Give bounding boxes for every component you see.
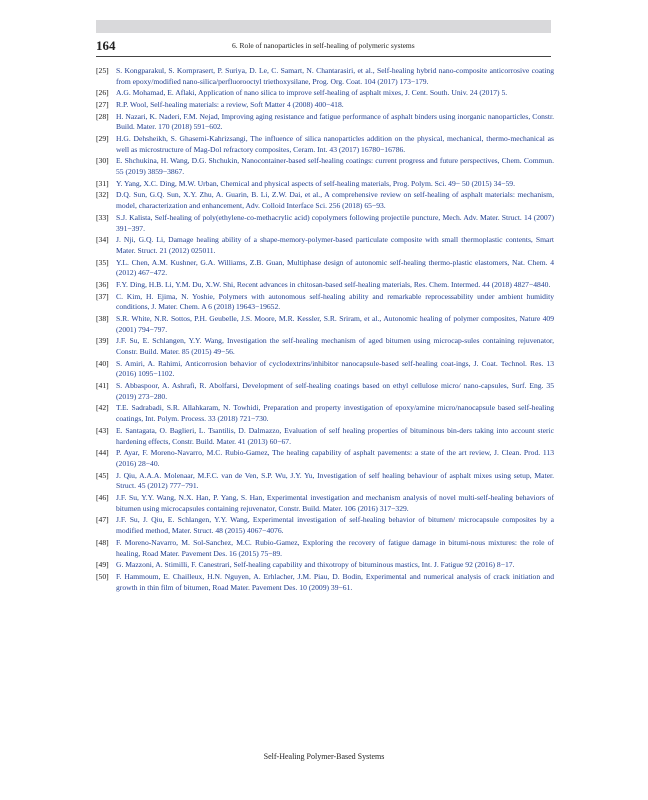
reference-number: [35] <box>96 257 109 267</box>
reference-item[interactable] <box>96 381 554 403</box>
reference-number: [38] <box>96 313 109 323</box>
reference-item[interactable] <box>96 112 554 134</box>
reference-list <box>96 66 554 594</box>
reference-number: [28] <box>96 111 109 121</box>
reference-text-link[interactable]: Y. Yang, X.C. Ding, M.W. Urban, Chemical and physical aspects of self-healing materials, Prog. Polym. Sci. 49− 50 (2015) 34−59. <box>116 178 515 188</box>
reference-number: [39] <box>96 336 109 346</box>
reference-item[interactable] <box>96 88 554 99</box>
reference-text-link[interactable]: S. Abbaspoor, A. Ashrafi, R. Abolfarsi, Development of self-healing coatings based on ethyl cellulose micro/ nano-capsules, Surf. Eng. 35 (2019) 273−280. <box>116 381 554 401</box>
reference-text-link[interactable]: F. Moreno-Navarro, M. Sol-Sanchez, M.C. Rubio-Gamez, Exploring the recovery of fatigue damage in bitumi-nous mixtures: the role of healing, Road Mater. Pavement Des. 16 (2015) 75−89. <box>116 537 554 558</box>
reference-text-link[interactable]: R.P. Wool, Self-healing materials: a review, Soft Matter 4 (2008) 400−418. <box>116 99 344 109</box>
reference-text-link[interactable]: E. Shchukina, H. Wang, D.G. Shchukin, Nanocontainer-based self-healing coatings: current progress and future perspectives, Chem. Commun. 55 (2019) 3859−3867. <box>116 156 554 177</box>
reference-item[interactable] <box>96 280 554 291</box>
reference-item[interactable] <box>96 359 554 381</box>
reference-text-link[interactable]: D.Q. Sun, G.Q. Sun, X.Y. Zhu, A. Guarin, B. Li, Z.W. Dai, et al., A comprehensive review on self-healing of asphalt materials: mechanism, model, characterization and enhancement, Adv. Colloid Interface Sci. 256 (2018) 65−93. <box>116 190 554 211</box>
reference-number: [34] <box>96 235 109 245</box>
reference-number: [33] <box>96 212 109 222</box>
reference-number: [50] <box>96 571 109 581</box>
reference-number: [48] <box>96 537 109 547</box>
reference-number: [31] <box>96 178 109 188</box>
header-bar <box>96 20 551 33</box>
reference-item[interactable] <box>96 213 554 235</box>
page-header <box>96 38 551 57</box>
reference-item[interactable] <box>96 292 554 314</box>
reference-number: [42] <box>96 403 109 413</box>
reference-number: [41] <box>96 381 109 391</box>
reference-text-link[interactable]: J.F. Su, J. Qiu, E. Schlangen, Y.Y. Wang, Experimental investigation of self-healing behavior of bitumen/ microcapsule composites by a modified method, Mater. Struct. 48 (2015) 4067−4076. <box>116 515 554 536</box>
reference-item[interactable] <box>96 572 554 594</box>
reference-item[interactable] <box>96 134 554 156</box>
reference-text-link[interactable]: S. Amiri, A. Rahimi, Anticorrosion behavior of cyclodextrins/inhibitor nanocapsule-based self-healing coat-ings, J. Coat. Technol. Res. 13 (2016) 1095−1102. <box>116 358 554 379</box>
reference-number: [25] <box>96 66 109 75</box>
reference-text-link[interactable]: J.F. Su, Y.Y. Wang, N.X. Han, P. Yang, S. Han, Experimental investigation and mechanism analysis of novel multi-self-healing behaviors of bitumen using microcapsules containing rejuvenator, Constr. Build. Mater. 106 (2016) 317−329. <box>116 493 554 513</box>
reference-text-link[interactable]: J.F. Su, E. Schlangen, Y.Y. Wang, Investigation the self-healing mechanism of aged bitumen using microcap-sules containing rejuvenator, Constr. Build. Mater. 85 (2015) 49−56. <box>116 336 554 357</box>
reference-number: [47] <box>96 515 109 525</box>
reference-text-link[interactable]: S.R. White, N.R. Sottos, P.H. Geubelle, J.S. Moore, M.R. Kessler, S.R. Sriram, et al., Autonomic healing of polymer composites, Nature 409 (2001) 794−797. <box>116 313 554 334</box>
reference-text-link[interactable]: A.G. Mohamad, E. Aflaki, Application of nano silica to improve self-healing of asphalt mixes, J. Cent. South. Univ. 24 (2017) 5. <box>116 88 508 98</box>
reference-number: [43] <box>96 425 109 435</box>
reference-number: [32] <box>96 190 109 200</box>
reference-number: [26] <box>96 88 109 98</box>
reference-number: [44] <box>96 448 109 458</box>
reference-item[interactable] <box>96 235 554 257</box>
reference-text-link[interactable]: S.J. Kalista, Self-healing of poly(ethylene-co-methacrylic acid) copolymers following projectile puncture, Mech. Adv. Mater. Struct. 14 (2007) 391−397. <box>116 212 554 233</box>
reference-item[interactable] <box>96 448 554 470</box>
footer-book-title: Self-Healing Polymer-Based Systems <box>263 752 385 761</box>
reference-number: [30] <box>96 156 109 166</box>
running-head: 6. Role of nanoparticles in self-healing of polymeric systems <box>232 41 415 50</box>
reference-text-link[interactable]: E. Santagata, O. Baglieri, L. Tsantilis, D. Dalmazzo, Evaluation of self healing properties of bituminous bin-ders taking into account steric hardening effects, Constr. Build. Mater. 41 (2013) 60−67. <box>116 425 554 446</box>
reference-text-link[interactable]: P. Ayar, F. Moreno-Navarro, M.C. Rubio-Gamez, The healing capability of asphalt pavements: a state of the art review, J. Clean. Prod. 113 (2016) 28−40. <box>116 448 554 469</box>
reference-item[interactable] <box>96 560 554 571</box>
reference-number: [29] <box>96 133 109 143</box>
reference-item[interactable] <box>96 156 554 178</box>
reference-text-link[interactable]: H. Nazari, K. Naderi, F.M. Nejad, Improving aging resistance and fatigue performance of asphalt binders using inorganic nanoparticles, Constr. Build. Mater. 170 (2018) 591−602. <box>116 111 554 132</box>
reference-item[interactable] <box>96 538 554 560</box>
reference-item[interactable] <box>96 515 554 537</box>
reference-text-link[interactable]: F. Hammoum, E. Chailleux, H.N. Nguyen, A. Erhlacher, J.M. Piau, D. Bodin, Experimental and numerical analysis of crack initiation and growth in thin film of bitumen, Road Mater. Pavement Des. 10 (2009) 39−61. <box>116 571 554 592</box>
reference-item[interactable] <box>96 314 554 336</box>
reference-item[interactable] <box>96 471 554 493</box>
reference-number: [49] <box>96 560 109 570</box>
reference-text-link[interactable]: T.E. Sadrabadi, S.R. Allahkaram, N. Towhidi, Preparation and property investigation of epoxy/amine micro/nanocapsule based self-healing coatings, Int. Polym. Process. 33 (2018) 721−730. <box>116 403 554 424</box>
reference-number: [36] <box>96 279 109 289</box>
reference-item[interactable] <box>96 190 554 212</box>
reference-item[interactable] <box>96 258 554 280</box>
reference-text-link[interactable]: G. Mazzoni, A. Stimilli, F. Canestrari, Self-healing capability and thixotropy of bituminous mastics, Int. J. Fatigue 92 (2016) 8−17. <box>116 560 515 570</box>
reference-text-link[interactable]: S. Kongparakul, S. Kornprasert, P. Suriya, D. Le, C. Samart, N. Chantarasiri, et al., Self-healing hybrid nano-composite anticorrosive coating from epoxy/modified nano-silica/perfluorooctyl triethoxysilane, Prog. Org. Coat. 104 (2017) 173−179. <box>116 66 554 86</box>
reference-number: [40] <box>96 358 109 368</box>
reference-text-link[interactable]: Y.L. Chen, A.M. Kushner, G.A. Williams, Z.B. Guan, Multiphase design of autonomic self-healing thermo-plastic elastomers, Nat. Chem. 4 (2012) 467−472. <box>116 257 554 278</box>
reference-item[interactable] <box>96 493 554 515</box>
reference-text-link[interactable]: J. Qiu, A.A.A. Molenaar, M.F.C. van de Ven, S.P. Wu, J.Y. Yu, Investigation of self healing behaviour of asphalt mixes using setup, Mater. Struct. 45 (2012) 777−791. <box>116 470 554 491</box>
reference-text-link[interactable]: F.Y. Ding, H.B. Li, Y.M. Du, X.W. Shi, Recent advances in chitosan-based self-healing materials, Res. Chem. Intermed. 44 (2018) 4827−4840. <box>116 279 551 289</box>
reference-text-link[interactable]: C. Kim, H. Ejima, N. Yoshie, Polymers with autonomous self-healing ability and remarkable reprocessability under ambient humidity conditions, J. Mater. Chem. A 6 (2018) 19643−19652. <box>116 291 554 312</box>
reference-text-link[interactable]: H.G. Dehsheikh, S. Ghasemi-Kahrizsangi, The influence of silica nanoparticles addition on the physical, mechanical, thermo-mechanical as well as microstructure of Mag-Dol refractory composites, Ceram. Int. 43 (2017) 16780−16786. <box>116 133 554 154</box>
reference-item[interactable] <box>96 100 554 111</box>
reference-number: [37] <box>96 291 109 301</box>
reference-number: [27] <box>96 99 109 109</box>
reference-text-link[interactable]: J. Nji, G.Q. Li, Damage healing ability of a shape-memory-polymer-based particulate composite with small thermoplastic contents, Smart Mater. Struct. 21 (2012) 025011. <box>116 235 554 255</box>
reference-number: [46] <box>96 493 109 503</box>
reference-item[interactable] <box>96 403 554 425</box>
reference-item[interactable] <box>96 179 554 190</box>
reference-item[interactable] <box>96 426 554 448</box>
page-number: 164 <box>96 38 116 53</box>
reference-item[interactable] <box>96 66 554 88</box>
reference-item[interactable] <box>96 336 554 358</box>
reference-number: [45] <box>96 470 109 480</box>
